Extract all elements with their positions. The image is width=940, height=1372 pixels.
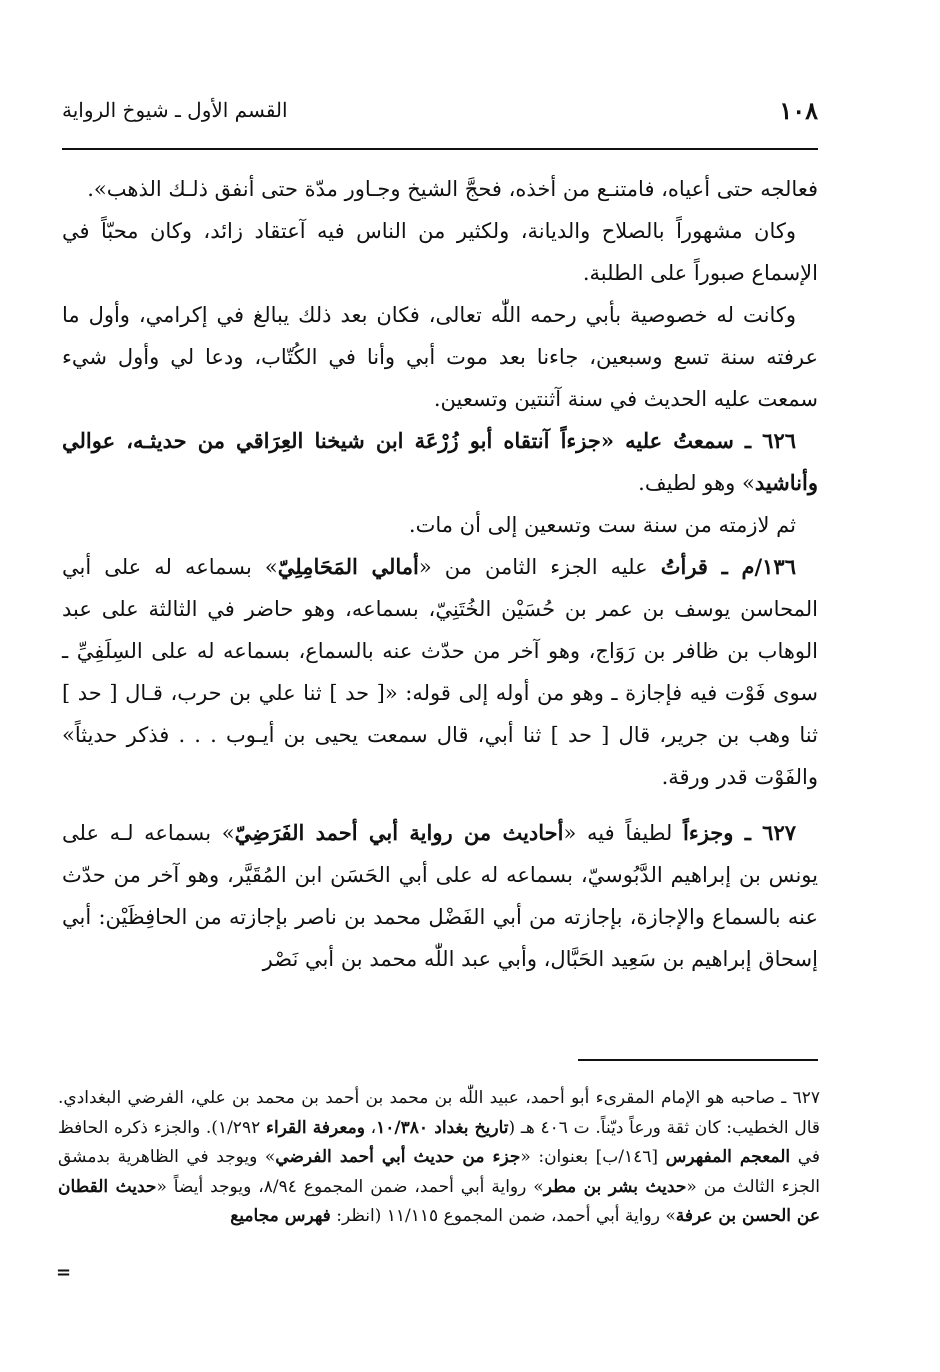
footnote-text: » رواية أبي أحمد، ضمن المجموع ٨/٩٤، ويوجد أيضاً « — [156, 1176, 544, 1197]
entry-136-lead: ١٣٦/م ـ قرأتُ — [660, 554, 796, 579]
footnote-text: [١٤٦/ب] بعنوان: « — [520, 1147, 666, 1167]
entry-627 — [62, 812, 818, 980]
paragraph: فعالجه حتى أعياه، فامتنـع من أخذه، فحجَّ الشيخ وجـاور مدّة حتى أنفق ذلـك الذهب». — [87, 177, 818, 201]
header-rule — [62, 148, 818, 150]
entry-627-title: أحاديث من رواية أبي أحمد الفَرَضِيّ — [234, 820, 564, 845]
footnote-citation: حديث القطان عن الحسن بن عرفة — [58, 1176, 820, 1226]
paragraph: وكان مشهوراً بالصلاح والديانة، ولكثير من الناس فيه آعتقاد زائد، وكان محبّاً في الإسماع صبوراً على الطلبة. — [62, 219, 818, 285]
footnote-text: » رواية أبي أحمد، ضمن المجموع ١١/١١٥ (انظر: — [330, 1206, 676, 1226]
paragraph: ثم لازمته من سنة ست وتسعين إلى أن مات. — [408, 513, 796, 537]
entry-626 — [62, 420, 818, 504]
footnote-rule — [578, 1059, 818, 1061]
entry-627-lead: ٦٢٧ ـ وجزءاً — [682, 820, 797, 845]
entry-136-pre: عليه الجزء الثامن من « — [418, 555, 661, 579]
footnote-text: ، — [364, 1117, 377, 1138]
footnote-citation: فهرس مجاميع — [230, 1206, 331, 1226]
entry-627-text: » بسماعه لـه على يونس بن إبراهيم الدَّبُوسيّ، بسماعه له على أبي الحَسَن ابن المُقَيَّر، وهو آخر من حدّث عنه بالسماع والإجازة، بإجازته من أبي الفَضْل محمد بن ناصر بإجازته من الحافِظَيْن: أبي إسحاق إبراهيم بن سَعِيد الحَبَّال، وأبي عبد اللّٰه محمد بن أبي نَصْر — [62, 821, 818, 971]
footnote-citation: تاريخ بغداد ١٠/٣٨٠ — [376, 1117, 509, 1138]
footnote-citation: حديث بشر بن مطر — [543, 1176, 687, 1197]
footnote-627 — [58, 1084, 820, 1232]
footnote-text: ٦٢٧ ـ صاحبه هو الإمام المقرىء أبو أحمد، عبيد اللّٰه بن محمد بن أحمد بن محمد بن علي، الفرضي البغدادي. قال الخطيب: كان ثقة ورعاً ديّناً. ت ٤٠٦ هـ ( — [58, 1088, 821, 1138]
footnotes — [58, 1084, 820, 1232]
footnote-citation: ومعرفة القراء — [265, 1117, 365, 1138]
paragraph: وكانت له خصوصية بأبي رحمه اللّٰه تعالى، فكان بعد ذلك يبالغ في إكرامي، وأول ما عرفته سنة تسع وسبعين، جاءنا بعد موت أبي وأنا في الكُتّاب، ودعا لي وأول شيء سمعت عليه الحديث في سنة آثنتين وتسعين. — [62, 303, 818, 411]
entry-626-tail: » وهو لطيف. — [638, 471, 755, 495]
entry-626-lead: ٦٢٦ ـ سمعتُ عليه « — [600, 428, 797, 453]
entry-136-title: أمالي المَحَامِلِيّ — [277, 554, 419, 579]
footnote-text: ١/٢٩٢). والجزء ذكره الحافظ في — [58, 1117, 820, 1167]
footnote-citation: المعجم المفهرس — [665, 1147, 791, 1167]
main-text — [62, 168, 818, 980]
running-head: القسم الأول ـ شيوخ الرواية — [62, 98, 288, 122]
page-header — [62, 96, 818, 146]
entry-136-text: » بسماعه له على أبي المحاسن يوسف بن عمر بن حُسَيْن الخُتَنِيّ، بسماعه، وهو حاضر في الثالثة على عبد الوهاب بن ظافر بن رَوَاج، وهو آخر من حدّث عنه بالسماع، بسماعه له على السِلَفِيِّ ـ سوى فَوْت فيه فإجازة ـ وهو من أوله إلى قوله: «[ حد ] ثنا علي بن حرب، قـال [ حد ] ثنا وهب بن جرير، قال [ حد ] ثنا أبي، قال سمعت يحيى بن أيـوب . . . فذكر حديثاً» والفَوْت قدر ورقة. — [62, 555, 818, 789]
footnote-text: » ويوجد في الظاهرية بدمشق الجزء الثالث من « — [58, 1147, 820, 1197]
continuation-mark: = — [56, 1262, 72, 1283]
entry-626-title: جزءاً آنتقاه أبو زُرْعَة ابن شيخنا العِرَاقي من حديثـه، عوالي وأناشيد — [62, 428, 818, 495]
page-number: ١٠٨ — [779, 96, 818, 125]
entry-136 — [62, 546, 818, 798]
entry-627-pre: لطيفاً فيه « — [563, 821, 683, 845]
footnote-citation: جزء من حديث أبي أحمد الفرضي — [275, 1147, 521, 1167]
